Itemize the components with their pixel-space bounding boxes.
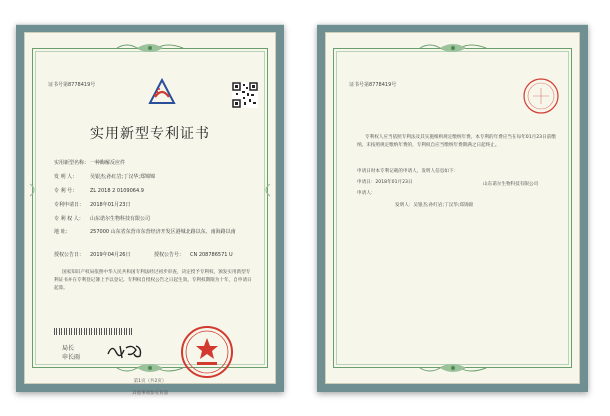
page-number: 第1页（共2页） [133, 379, 167, 384]
applicant-info-line: 申请日时本专利记载的申请人、发明人信息如下： [357, 169, 459, 174]
top-ornament [115, 42, 185, 54]
certificate-title: 实用新型专利证书 [90, 126, 210, 142]
left-certificate [24, 32, 276, 396]
annual-fee-paragraph: 专利权人应当依照专利法及其实施细则规定缴纳年费。本专利的年费应当在每年01月23日前缴纳。未按照规定缴纳年费的，专利权自应当缴纳年费期满之日起终止。 [357, 135, 556, 148]
official-red-seal-icon [179, 324, 235, 380]
field-address: 地 址： 257000 山东省东营市东营经济开发区港城北路以东、南海路以南 [54, 229, 236, 235]
left-frame [16, 24, 284, 396]
qr-code-icon [232, 82, 258, 108]
side-ornament-right [256, 182, 272, 198]
certificate-number: 证书号第8778419号 [48, 82, 96, 88]
field-utility-model-name: 实用新型名称：一种酶解反应件 [54, 160, 126, 166]
field-grant-number: 授权公告号： CN 208786571 U [154, 252, 233, 258]
director-signature [106, 342, 146, 360]
right-certificate [325, 32, 580, 384]
field-inventors: 发 明 人： 吴银杰;孙红岩;丁汉华;郑锦锦 [54, 174, 156, 180]
field-application-date: 专利申请日： 2018年01月23日 [54, 202, 131, 208]
certificate-body-text: 国家知识产权局依照中华人民共和国专利法经过初步审查，决定授予专利权，颁发实用新型专利证书并在专利登记簿上予以登记。专利权自授权公告之日起生效。专利权期限为十年，自申请日起算。 [54, 270, 252, 291]
barcode [54, 328, 134, 335]
bottom-ornament [418, 362, 488, 374]
field-patent-number: 专 利 号： ZL 2018 2 0109064.9 [54, 188, 144, 194]
field-grant-date: 授权公告日： 2019年04月26日 [54, 252, 131, 258]
footnote: 其他事项参见背面 [132, 391, 168, 396]
applicant-name: 山东诺尔生物科技有限公司 [483, 182, 539, 187]
top-ornament [418, 42, 488, 54]
director-label: 局长 申长雨 [62, 345, 81, 361]
right-frame [317, 24, 588, 392]
round-stamp-icon [521, 76, 561, 116]
certificate-number: 证书号第8778419号 [349, 82, 397, 88]
inventors-line: 发明人：吴银杰;孙红岩;丁汉华;郑锦锦 [395, 203, 474, 208]
side-ornament-left [28, 182, 44, 198]
bottom-ornament [115, 362, 185, 374]
application-date-line: 申请日：2018年01月23日 [357, 180, 413, 185]
cnipa-logo-icon [146, 77, 178, 107]
field-patentee: 专 利 权 人： 山东诺尔生物科技有限公司 [54, 216, 151, 222]
applicant-line: 申请人： [357, 191, 376, 196]
